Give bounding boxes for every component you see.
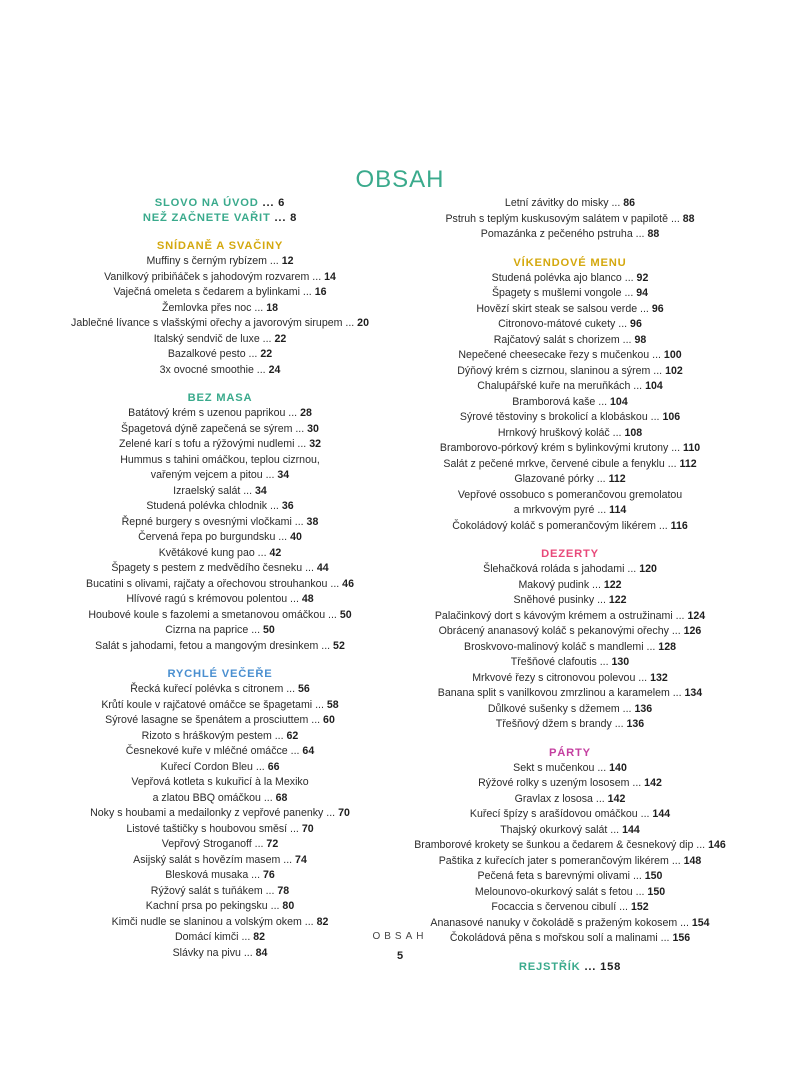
- toc-entry: [400, 333, 740, 349]
- entry-title: Noky s houbami a medailonky z vepřové panenky ...: [90, 807, 336, 819]
- toc-entry: [400, 457, 740, 473]
- toc-entry: [50, 437, 390, 453]
- entry-title: Kuřecí špízy s arašídovou omáčkou ...: [469, 808, 650, 820]
- entry-title: Sýrové těstoviny s brokolicí a klobáskou ...: [459, 411, 660, 423]
- entry-page-number: 82: [316, 915, 329, 928]
- entry-title: Kuřecí Cordon Bleu ...: [160, 760, 265, 773]
- entry-title: Šlehačková roláda s jahodami ...: [483, 563, 637, 575]
- entry-list: [50, 406, 390, 654]
- entry-page-number: 72: [266, 838, 279, 850]
- entry-page-number: 142: [607, 792, 626, 805]
- toc-entry: [50, 406, 390, 422]
- entry-page-number: 104: [645, 380, 663, 392]
- toc-entry: [50, 791, 390, 807]
- toc-entry: [50, 837, 390, 853]
- section-title: SLOVO NA ÚVOD: [154, 197, 259, 209]
- entry-title: Dýňový krém s cizrnou, slaninou a sýrem ...: [457, 364, 663, 377]
- entry-title: vařeným vejcem a pitou ...: [150, 469, 275, 481]
- entry-list: [400, 562, 740, 733]
- toc-entry: [400, 686, 740, 702]
- entry-page-number: 30: [307, 422, 319, 435]
- entry-page-number: 32: [309, 438, 321, 450]
- toc-section: [50, 211, 390, 226]
- toc-section: [50, 667, 390, 961]
- page-title: OBSAH: [355, 166, 445, 194]
- entry-page-number: 112: [679, 457, 697, 470]
- entry-page-number: 92: [636, 271, 649, 284]
- toc-column-left: [50, 196, 390, 961]
- toc-entry: [400, 807, 740, 823]
- entry-title: Špagety s pestem z medvědího česneku ...: [111, 562, 314, 574]
- toc-entry: [400, 227, 740, 243]
- entry-title: Cizrna na paprice ...: [165, 624, 261, 636]
- toc-entry: [50, 760, 390, 776]
- toc-entry: [400, 317, 740, 333]
- toc-entry: [50, 899, 390, 915]
- entry-title: Vanilkový pribiňáček s jahodovým rozvarem ...: [104, 270, 322, 283]
- toc-entry: [400, 869, 740, 885]
- entry-title: Houbové koule s fazolemi a smetanovou omáčkou ...: [88, 608, 337, 621]
- entry-page-number: 36: [281, 500, 294, 512]
- entry-title: Špagety s mušlemi vongole ...: [491, 287, 634, 299]
- toc-entry: [50, 515, 390, 531]
- entry-title: Krůtí koule v rajčatové omáčce se špagetami ...: [101, 698, 324, 711]
- entry-page-number: 88: [647, 228, 660, 240]
- entry-title: Studená polévka ajo blanco ...: [491, 271, 634, 284]
- entry-title: Italský sendvič de luxe ...: [153, 332, 272, 345]
- entry-page-number: 144: [622, 823, 640, 836]
- section-title: BEZ MASA: [187, 392, 253, 404]
- entry-title: Kachní prsa po pekingsku ...: [145, 900, 280, 912]
- toc-entry: [400, 348, 740, 364]
- entry-page-number: 22: [274, 332, 287, 345]
- entry-title: Letní závitky do misky ...: [504, 197, 621, 209]
- entry-title: Třešňové clafoutis ...: [510, 656, 609, 668]
- entry-page-number: 50: [339, 608, 352, 621]
- toc-entry: [400, 488, 740, 504]
- entry-title: Důlkové sušenky s džemem ...: [487, 702, 632, 715]
- entry-page-number: 68: [275, 791, 288, 804]
- entry-title: Chalupářské kuře na meruňkách ...: [477, 380, 643, 392]
- entry-page-number: 56: [298, 683, 310, 695]
- entry-page-number: 150: [644, 870, 663, 882]
- entry-title: Pstruh s teplým kuskusovým salátem v papilotě ...: [445, 212, 680, 225]
- entry-title: Řepné burgery s ovesnými vločkami ...: [121, 515, 304, 528]
- entry-list: [50, 254, 390, 378]
- entry-title: Jablečné lívance s vlašskými ořechy a javorovým sirupem ...: [71, 317, 355, 329]
- toc-entry: [400, 838, 740, 854]
- toc-entry: [400, 395, 740, 411]
- entry-page-number: 152: [630, 901, 649, 913]
- toc-entry: [400, 702, 740, 718]
- entry-page-number: 124: [687, 609, 706, 622]
- entry-page-number: 88: [682, 212, 695, 225]
- entry-title: Rajčatový salát s chorizem ...: [493, 333, 632, 346]
- entry-title: Gravlax z lososa ...: [514, 792, 605, 805]
- entry-title: Vaječná omeleta s čedarem a bylinkami ...: [113, 286, 312, 298]
- entry-page-number: 22: [260, 348, 273, 360]
- toc-entry: [400, 562, 740, 578]
- entry-page-number: 134: [684, 687, 703, 699]
- entry-page-number: 106: [662, 411, 681, 423]
- toc-entry: [400, 410, 740, 426]
- toc-entry: [400, 519, 740, 535]
- toc-entry: [50, 468, 390, 484]
- toc-section: [400, 746, 740, 947]
- toc-entry: [50, 270, 390, 286]
- entry-title: Focaccia s červenou cibulí ...: [491, 901, 628, 913]
- entry-title: Sněhové pusinky ...: [513, 594, 606, 606]
- toc-entry: [50, 623, 390, 639]
- section-page-number: 8: [290, 212, 298, 224]
- entry-title: Salát z pečené mrkve, červené cibule a fenyklu ...: [443, 457, 677, 470]
- section-title: REJSTŘÍK: [518, 960, 581, 973]
- entry-page-number: 154: [691, 916, 710, 929]
- entry-page-number: 122: [603, 578, 622, 591]
- entry-title: Červená řepa po burgundsku ...: [138, 531, 288, 543]
- entry-page-number: 12: [281, 255, 294, 267]
- footer-label: OBSAH: [372, 931, 428, 942]
- entry-page-number: 84: [255, 946, 268, 959]
- entry-title: Broskvovo-malinový koláč s mandlemi ...: [464, 640, 656, 653]
- entry-title: Bucatini s olivami, rajčaty a ořechovou strouhankou ...: [86, 577, 340, 590]
- toc-entry: [50, 884, 390, 900]
- entry-title: Hrnkový hruškový koláč ...: [497, 426, 622, 439]
- entry-page-number: 144: [652, 808, 671, 820]
- section-heading: [50, 211, 390, 226]
- section-heading: [50, 239, 390, 254]
- toc-entry: [50, 822, 390, 838]
- toc-entry: [400, 441, 740, 457]
- entry-title: Rizoto s hráškovým pestem ...: [141, 729, 284, 742]
- toc-entry: [400, 212, 740, 228]
- entry-title: Pečená feta s barevnými olivami ...: [477, 870, 642, 882]
- entry-page-number: 80: [282, 900, 295, 912]
- entry-page-number: 148: [683, 854, 702, 867]
- toc-section: [50, 196, 390, 211]
- entry-title: Domácí kimči ...: [174, 931, 251, 943]
- toc-entry: [400, 472, 740, 488]
- toc-entry: [50, 530, 390, 546]
- toc-entry: [50, 316, 390, 332]
- section-page-number: 158: [600, 960, 622, 973]
- entry-title: Řecká kuřecí polévka s citronem ...: [130, 683, 296, 695]
- entry-title: Hovězí skirt steak se salsou verde ...: [476, 302, 649, 315]
- entry-title: Blesková musaka ...: [165, 869, 261, 881]
- section-heading: [50, 196, 390, 211]
- toc-entry: [400, 885, 740, 901]
- entry-title: Zelené karí s tofu a rýžovými nudlemi ...: [119, 438, 307, 450]
- toc-entry: [50, 347, 390, 363]
- entry-title: Vepřový Stroganoff ...: [161, 838, 264, 850]
- entry-title: Paštika z kuřecích jater s pomerančovým likérem ...: [438, 854, 681, 867]
- toc-entry: [400, 302, 740, 318]
- entry-title: Slávky na pivu ...: [172, 946, 253, 959]
- entry-title: Bramborové krokety se šunkou a čedarem & česnekový dip ...: [414, 839, 706, 851]
- toc-entry: [400, 776, 740, 792]
- footer-page-number: 5: [396, 950, 404, 962]
- toc-section: [400, 256, 740, 535]
- entry-title: Bramborová kaše ...: [512, 395, 608, 408]
- entry-title: Česnekové kuře v mléčné omáčce ...: [125, 745, 300, 757]
- entry-title: Třešňový džem s brandy ...: [495, 718, 624, 730]
- entry-page-number: 140: [609, 761, 627, 774]
- section-heading: [400, 256, 740, 271]
- entry-title: Banana split s vanilkovou zmrzlinou a karamelem ...: [437, 687, 682, 699]
- entry-title: Kimči nudle se slaninou a volským okem ...: [111, 915, 314, 928]
- entry-page-number: 64: [302, 745, 315, 757]
- entry-page-number: 108: [624, 426, 643, 439]
- toc-entry: [50, 915, 390, 931]
- entry-title: Čokoládová pěna s mořskou solí a malinami ...: [449, 932, 670, 944]
- toc-entry: [400, 624, 740, 640]
- entry-page-number: 110: [683, 442, 701, 454]
- section-heading: [50, 667, 390, 682]
- toc-section: [400, 547, 740, 733]
- toc-entry: [400, 823, 740, 839]
- entry-page-number: 42: [269, 546, 282, 559]
- toc-entry: [400, 503, 740, 519]
- entry-page-number: 142: [644, 777, 662, 789]
- section-title: PÁRTY: [549, 746, 591, 759]
- entry-page-number: 116: [670, 519, 688, 532]
- toc-entry: [50, 484, 390, 500]
- entry-page-number: 120: [639, 563, 657, 575]
- entry-list: [50, 682, 390, 961]
- entry-page-number: 102: [665, 364, 683, 377]
- entry-title: Salát s jahodami, fetou a mangovým dresinkem ...: [95, 639, 331, 652]
- entry-page-number: 78: [277, 884, 290, 897]
- toc-entry: [400, 578, 740, 594]
- toc-entry: [400, 364, 740, 380]
- entry-title: Nepečené cheesecake řezy s mučenkou ...: [458, 349, 661, 361]
- entry-page-number: 104: [610, 395, 628, 408]
- entry-title: Palačinkový dort s kávovým krémem a ostružinami ...: [434, 609, 685, 622]
- entry-page-number: 100: [663, 349, 682, 361]
- toc-entry: [50, 853, 390, 869]
- toc-entry: [50, 639, 390, 655]
- toc-entry: [50, 453, 390, 469]
- entry-page-number: 156: [672, 932, 691, 944]
- entry-list: [400, 271, 740, 535]
- toc-entry: [50, 592, 390, 608]
- toc-entry: [50, 561, 390, 577]
- entry-title: Batátový krém s uzenou paprikou ...: [128, 407, 298, 419]
- entry-title: Asijský salát s hovězím masem ...: [133, 853, 293, 866]
- entry-page-number: 58: [326, 698, 339, 711]
- entry-title: Obrácený ananasový koláč s pekanovými ořechy ...: [438, 625, 681, 637]
- toc-entry: [50, 301, 390, 317]
- toc-entry: [400, 593, 740, 609]
- section-page-number: 6: [278, 197, 286, 209]
- toc-section: [50, 239, 390, 378]
- entry-list: [400, 761, 740, 947]
- toc-entry: [50, 868, 390, 884]
- toc-entry: [50, 744, 390, 760]
- toc-entry: [50, 713, 390, 729]
- entry-title: Špagetová dýně zapečená se sýrem ...: [121, 422, 305, 435]
- entry-page-number: 82: [253, 931, 266, 943]
- toc-column-right: [400, 196, 740, 975]
- entry-title: Studená polévka chlodnik ...: [146, 500, 279, 512]
- entry-page-number: 60: [323, 714, 335, 726]
- toc-entry: [400, 900, 740, 916]
- toc-entry: [50, 698, 390, 714]
- entry-title: Žemlovka přes noc ...: [161, 301, 264, 314]
- entry-title: Rýžový salát s tuňákem ...: [150, 884, 275, 897]
- entry-page-number: 14: [324, 270, 336, 283]
- entry-title: Melounovo-okurkový salát s fetou ...: [474, 885, 645, 898]
- toc-entry: [400, 640, 740, 656]
- toc-entry: [400, 761, 740, 777]
- entry-page-number: 126: [683, 625, 702, 637]
- entry-title: Pomazánka z pečeného pstruha ...: [480, 228, 645, 240]
- section-title: DEZERTY: [541, 548, 599, 560]
- entry-title: Vepřová kotleta s kukuřicí à la Mexiko: [131, 776, 309, 788]
- entry-page-number: 94: [636, 287, 649, 299]
- entry-title: a zlatou BBQ omáčkou ...: [152, 791, 273, 804]
- section-title: NEŽ ZAČNETE VAŘIT: [142, 212, 271, 224]
- toc-entry: [50, 422, 390, 438]
- entry-page-number: 62: [286, 729, 299, 742]
- toc-entry: [50, 682, 390, 698]
- entry-page-number: 130: [611, 656, 630, 668]
- toc-entry: [50, 577, 390, 593]
- entry-page-number: 128: [658, 640, 676, 653]
- entry-page-number: 86: [623, 197, 636, 209]
- toc-entry: [400, 717, 740, 733]
- entry-list: [400, 196, 740, 243]
- toc-entry: [400, 196, 740, 212]
- entry-page-number: 70: [301, 822, 314, 835]
- section-heading: [400, 746, 740, 761]
- entry-title: Sýrové lasagne se špenátem a prosciuttem ...: [105, 714, 321, 726]
- section-heading: [50, 391, 390, 406]
- entry-title: Květákové kung pao ...: [158, 546, 267, 559]
- toc-entry: [400, 655, 740, 671]
- toc-entry: [50, 608, 390, 624]
- entry-page-number: 18: [266, 301, 279, 314]
- entry-title: Rýžové rolky s uzeným lososem ...: [478, 777, 642, 789]
- section-heading: [400, 547, 740, 562]
- entry-title: 3x ovocné smoothie ...: [159, 363, 266, 376]
- toc-entry: [50, 806, 390, 822]
- toc-entry: [50, 729, 390, 745]
- section-leader: ...: [258, 197, 279, 209]
- entry-page-number: 112: [608, 473, 626, 485]
- toc-entry: [400, 426, 740, 442]
- entry-page-number: 74: [295, 853, 307, 866]
- entry-page-number: 132: [650, 671, 668, 684]
- entry-page-number: 114: [609, 504, 627, 516]
- entry-page-number: 136: [626, 718, 645, 730]
- entry-title: Čokoládový koláč s pomerančovým likérem ...: [452, 519, 668, 532]
- entry-title: Ananasové nanuky v čokoládě s praženým kokosem ...: [430, 916, 689, 929]
- entry-page-number: 48: [301, 593, 314, 605]
- entry-title: Listové taštičky s houbovou směsí ...: [126, 822, 299, 835]
- toc-entry: [400, 379, 740, 395]
- entry-title: Hummus s tahini omáčkou, teplou cizrnou,: [120, 453, 320, 466]
- section-leader: ...: [270, 212, 291, 224]
- entry-page-number: 24: [268, 363, 281, 376]
- entry-page-number: 96: [651, 302, 664, 315]
- entry-title: Vepřové ossobuco s pomerančovou gremolatou: [457, 488, 683, 501]
- section-leader: ...: [580, 960, 601, 973]
- entry-page-number: 150: [647, 885, 666, 898]
- entry-page-number: 66: [267, 760, 280, 773]
- entry-page-number: 38: [306, 515, 319, 528]
- section-title: VÍKENDOVÉ MENU: [513, 256, 627, 269]
- entry-page-number: 76: [262, 869, 275, 881]
- entry-page-number: 44: [316, 562, 329, 574]
- entry-page-number: 136: [634, 702, 653, 715]
- entry-page-number: 122: [608, 594, 627, 606]
- entry-title: Makový pudink ...: [518, 578, 601, 591]
- toc-entry: [400, 854, 740, 870]
- toc-section: [50, 391, 390, 654]
- entry-title: a mrkvovým pyré ...: [513, 504, 607, 516]
- toc-entry: [400, 271, 740, 287]
- entry-page-number: 52: [333, 639, 345, 652]
- entry-page-number: 98: [634, 333, 647, 346]
- entry-page-number: 16: [314, 286, 327, 298]
- toc-entry: [50, 546, 390, 562]
- entry-page-number: 96: [630, 318, 642, 330]
- toc-entry: [50, 363, 390, 379]
- toc-entry: [50, 285, 390, 301]
- toc-entry: [50, 332, 390, 348]
- entry-title: Glazované pórky ...: [514, 473, 606, 485]
- toc-section: [400, 196, 740, 243]
- entry-title: Bazalkové pesto ...: [167, 348, 258, 360]
- toc-entry: [50, 254, 390, 270]
- entry-title: Mrkvové řezy s citronovou polevou ...: [472, 671, 648, 684]
- toc-entry: [400, 916, 740, 932]
- toc-entry: [400, 792, 740, 808]
- entry-title: Sekt s mučenkou ...: [513, 761, 607, 774]
- toc-entry: [400, 286, 740, 302]
- entry-title: Izraelský salát ...: [173, 484, 253, 497]
- toc-entry: [400, 609, 740, 625]
- entry-page-number: 28: [300, 407, 312, 419]
- entry-title: Bramborovo-pórkový krém s bylinkovými krutony ...: [439, 442, 681, 454]
- entry-page-number: 46: [342, 577, 354, 590]
- entry-page-number: 34: [277, 469, 290, 481]
- entry-page-number: 146: [708, 839, 726, 851]
- toc-entry: [400, 671, 740, 687]
- entry-page-number: 50: [262, 624, 275, 636]
- section-title: RYCHLÉ VEČEŘE: [167, 668, 273, 680]
- entry-page-number: 20: [357, 317, 369, 329]
- entry-title: Citronovo-mátové cukety ...: [498, 318, 628, 330]
- entry-title: Muffiny s černým rybízem ...: [146, 255, 279, 267]
- toc-entry: [50, 499, 390, 515]
- toc-entry: [50, 775, 390, 791]
- entry-page-number: 40: [290, 531, 302, 543]
- entry-page-number: 34: [255, 484, 267, 497]
- entry-page-number: 70: [338, 807, 350, 819]
- entry-title: Thajský okurkový salát ...: [500, 823, 620, 836]
- entry-title: Hlívové ragú s krémovou polentou ...: [126, 593, 299, 605]
- section-title: SNÍDANĚ A SVAČINY: [156, 240, 284, 252]
